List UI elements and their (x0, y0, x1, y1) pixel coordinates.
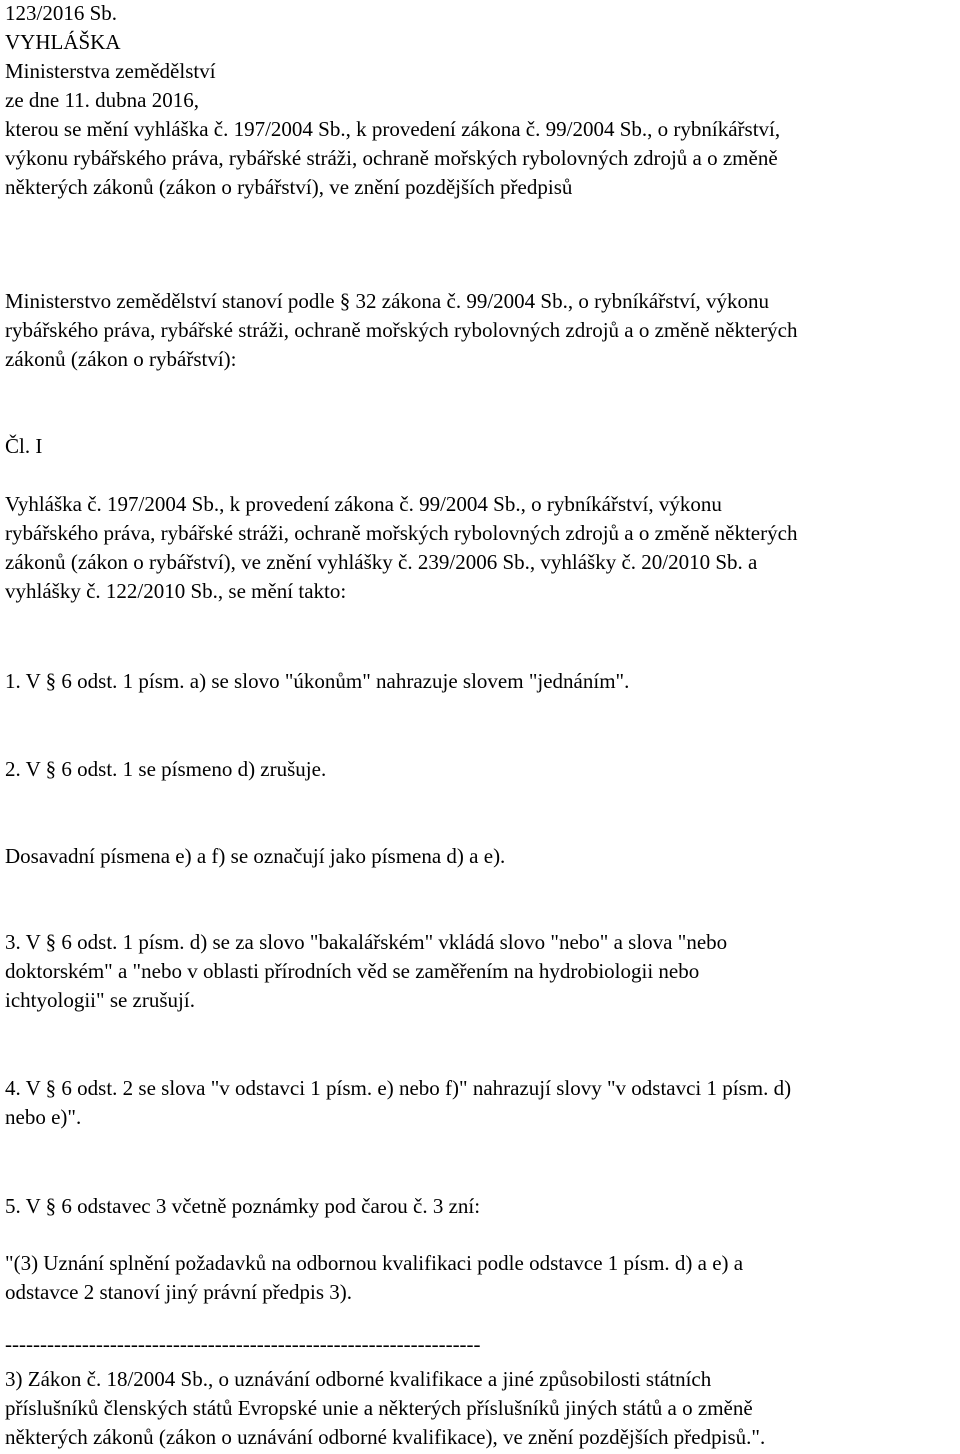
amendment-point-5 (5, 1192, 955, 1221)
footnote-separator (5, 1330, 955, 1359)
footnote-line: některých zákonů (zákon o uznávání odborné kvalifikace), ve znění pozdějších předpisů.". (5, 1425, 766, 1449)
preamble (5, 287, 955, 374)
article-heading-text: Čl. I (5, 434, 43, 458)
amendment-point-5-quote (5, 1249, 955, 1307)
article-intro-line: zákonů (zákon o rybářství), ve znění vyhlášky č. 239/2006 Sb., vyhlášky č. 20/2010 Sb. a (5, 550, 758, 574)
issue-date: ze dne 11. dubna 2016, (5, 88, 200, 112)
document-title-line: kterou se mění vyhláška č. 197/2004 Sb., k provedení zákona č. 99/2004 Sb., o rybníkářství, (5, 117, 781, 141)
document-title-line: výkonu rybářského práva, rybářské stráži, ochraně mořských rybolovných zdrojů a o změně (5, 146, 778, 170)
amendment-point-4 (5, 1074, 955, 1132)
article-intro-line: Vyhláška č. 197/2004 Sb., k provedení zákona č. 99/2004 Sb., o rybníkářství, výkonu (5, 492, 722, 516)
amendment-point-line: 3. V § 6 odst. 1 písm. d) se za slovo "bakalářském" vkládá slovo "nebo" a slova "nebo (5, 930, 728, 954)
quoted-text-line: odstavce 2 stanoví jiný právní předpis 3). (5, 1280, 353, 1304)
amendment-point-2 (5, 755, 955, 784)
footnote-separator-line: -------------------------------------------------------------------- (5, 1332, 481, 1356)
amendment-point-1 (5, 667, 955, 696)
amendment-point-line: 5. V § 6 odstavec 3 včetně poznámky pod čarou č. 3 zní: (5, 1194, 481, 1218)
amendment-point-line: 2. V § 6 odst. 1 se písmeno d) zrušuje. (5, 757, 327, 781)
amendment-point-3 (5, 928, 955, 1015)
amendment-note-line: Dosavadní písmena e) a f) se označují jako písmena d) a e). (5, 844, 506, 868)
footnote-line: 3) Zákon č. 18/2004 Sb., o uznávání odborné kvalifikace a jiné způsobilosti státních (5, 1367, 712, 1391)
amendment-point-line: doktorském" a "nebo v oblasti přírodních věd se zaměřením na hydrobiologii nebo (5, 959, 700, 983)
preamble-line: Ministerstvo zemědělství stanoví podle § 32 zákona č. 99/2004 Sb., o rybníkářství, výkonu (5, 289, 770, 313)
amendment-point-line: nebo e)". (5, 1105, 82, 1129)
amendment-point-2-note (5, 842, 955, 871)
footnote-line: příslušníků členských států Evropské unie a některých příslušníků jiných států a o změně (5, 1396, 753, 1420)
amendment-point-line: ichtyologii" se zrušují. (5, 988, 195, 1012)
quoted-text-line: "(3) Uznání splnění požadavků na odbornou kvalifikaci podle odstavce 1 písm. d) a e) a (5, 1251, 744, 1275)
preamble-line: zákonů (zákon o rybářství): (5, 347, 237, 371)
amendment-point-line: 4. V § 6 odst. 2 se slova "v odstavci 1 písm. e) nebo f)" nahrazují slovy "v odstavci 1 písm. d) (5, 1076, 792, 1100)
amendment-point-line: 1. V § 6 odst. 1 písm. a) se slovo "úkonům" nahrazuje slovem "jednáním". (5, 669, 630, 693)
footnote (5, 1365, 955, 1452)
article-intro-line: vyhlášky č. 122/2010 Sb., se mění takto: (5, 579, 347, 603)
article-intro-line: rybářského práva, rybářské stráži, ochraně mořských rybolovných zdrojů a o změně některých (5, 521, 798, 545)
document-type: VYHLÁŠKA (5, 30, 121, 54)
document-title-line: některých zákonů (zákon o rybářství), ve znění pozdějších předpisů (5, 175, 573, 199)
article-intro (5, 490, 955, 606)
article-heading (5, 432, 955, 461)
document-number: 123/2016 Sb. (5, 1, 118, 25)
document-header (5, 0, 955, 202)
preamble-line: rybářského práva, rybářské stráži, ochraně mořských rybolovných zdrojů a o změně některých (5, 318, 798, 342)
issuing-authority: Ministerstva zemědělství (5, 59, 216, 83)
